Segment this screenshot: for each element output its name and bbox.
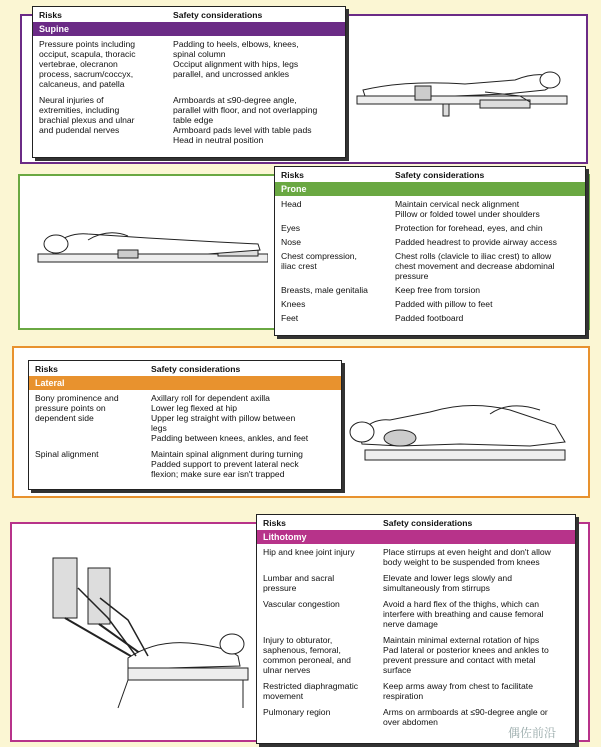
risk-text: Head	[281, 199, 302, 209]
lithotomy-row	[257, 680, 575, 702]
supine-title: Supine	[33, 22, 345, 36]
safety-cell	[395, 199, 579, 219]
safety-text: Avoid a hard flex of the thighs, which can	[383, 599, 540, 609]
risk-text: common peroneal, and	[263, 655, 351, 665]
safety-cell	[383, 599, 569, 629]
safety-text: surface	[383, 665, 412, 675]
risk-text: Chest compression,	[281, 251, 357, 261]
safety-text: Lower leg flexed at hip	[151, 403, 237, 413]
lithotomy-row	[257, 634, 575, 676]
risk-text: Hip and knee joint injury	[263, 547, 355, 557]
prone-title: Prone	[275, 182, 585, 196]
safety-text: Keep free from torsion	[395, 285, 481, 295]
risk-cell	[35, 449, 151, 479]
risk-text: vertebrae, olecranon	[39, 59, 118, 69]
risk-cell	[281, 223, 395, 233]
safety-text: flexion; make sure ear isn't trapped	[151, 469, 285, 479]
safety-text: Protection for forehead, eyes, and chin	[395, 223, 543, 233]
safety-cell	[395, 299, 579, 309]
safety-cell	[383, 681, 569, 701]
safety-text: table edge	[173, 115, 214, 125]
safety-text: Padding between knees, ankles, and feet	[151, 433, 309, 443]
safety-text: Axillary roll for dependent axilla	[151, 393, 270, 403]
safety-header: Safety considerations	[383, 518, 473, 528]
risk-cell	[35, 393, 151, 443]
supine-row	[33, 94, 345, 146]
safety-text: Maintain minimal external rotation of hips	[383, 635, 540, 645]
risk-cell	[263, 599, 383, 629]
risk-text: Knees	[281, 299, 306, 309]
safety-cell	[151, 449, 335, 479]
risk-text: iliac crest	[281, 261, 317, 271]
safety-cell	[173, 39, 339, 89]
safety-text: over abdomen	[383, 717, 438, 727]
safety-text: Arms on armboards at ≤90-degree angle or	[383, 707, 548, 717]
risk-text: pressure	[263, 583, 297, 593]
safety-text: Padded with pillow to feet	[395, 299, 493, 309]
watermark: 偶佐前沿	[508, 726, 557, 740]
risk-cell	[263, 707, 383, 727]
risk-text: ulnar nerves	[263, 665, 311, 675]
safety-text: body weight to be suspended from knees	[383, 557, 540, 567]
safety-text: Place stirrups at even height and don't allow	[383, 547, 551, 557]
safety-text: prevent pressure and contact with metal	[383, 655, 536, 665]
risk-cell	[281, 313, 395, 323]
image-credit	[6, 269, 12, 270]
lithotomy-row	[257, 598, 575, 630]
safety-text: Maintain cervical neck alignment	[395, 199, 520, 209]
safety-cell	[395, 223, 579, 233]
risks-header: Risks	[35, 364, 58, 374]
lithotomy-table-header	[257, 515, 575, 530]
prone-row	[275, 312, 585, 324]
supine-rows	[33, 38, 345, 146]
prone-row	[275, 250, 585, 282]
risk-text: calcaneus, and patella	[39, 79, 125, 89]
safety-text: Armboards at ≤90-degree angle,	[173, 95, 297, 105]
lateral-row	[29, 448, 341, 480]
risk-text: Bony prominence and	[35, 393, 119, 403]
safety-cell	[383, 573, 569, 593]
risk-cell	[39, 39, 173, 89]
prone-row	[275, 236, 585, 248]
safety-text: Elevate and lower legs slowly and	[383, 573, 512, 583]
risk-text: Nose	[281, 237, 302, 247]
lithotomy-table	[256, 514, 576, 744]
safety-text: Padded support to prevent lateral neck	[151, 459, 299, 469]
safety-text: Chest rolls (clavicle to iliac crest) to allow	[395, 251, 552, 261]
risk-text: movement	[263, 691, 304, 701]
lithotomy-rows	[257, 546, 575, 728]
safety-text: parallel, and uncrossed ankles	[173, 69, 290, 79]
risk-text: Feet	[281, 313, 299, 323]
prone-rows	[275, 198, 585, 324]
risk-text: Vascular congestion	[263, 599, 340, 609]
risk-text: pressure points on	[35, 403, 106, 413]
safety-text: spinal column	[173, 49, 226, 59]
lithotomy-figure	[18, 548, 258, 718]
safety-text: Keep arms away from chest to facilitate	[383, 681, 533, 691]
safety-text: pressure	[395, 271, 429, 281]
risks-header: Risks	[281, 170, 304, 180]
risks-header: Risks	[263, 518, 286, 528]
prone-table-header	[275, 167, 585, 182]
risk-text: Pressure points including	[39, 39, 136, 49]
lithotomy-title: Lithotomy	[257, 530, 575, 544]
prone-row	[275, 198, 585, 220]
safety-text: interfere with breathing and cause femoral	[383, 609, 544, 619]
safety-text: Pad lateral or posterior knees and ankles to	[383, 645, 549, 655]
safety-text: Occiput alignment with hips, legs	[173, 59, 299, 69]
risk-text: Pulmonary region	[263, 707, 331, 717]
safety-cell	[395, 251, 579, 281]
safety-cell	[383, 547, 569, 567]
risk-cell	[281, 299, 395, 309]
risk-text: Injury to obturator,	[263, 635, 333, 645]
safety-text: simultaneously from stirrups	[383, 583, 490, 593]
safety-text: Padded footboard	[395, 313, 464, 323]
lithotomy-row	[257, 546, 575, 568]
prone-row	[275, 222, 585, 234]
safety-text: chest movement and decrease abdominal	[395, 261, 555, 271]
prone-row	[275, 284, 585, 296]
safety-text: Padded headrest to provide airway access	[395, 237, 557, 247]
risk-text: Breasts, male genitalia	[281, 285, 368, 295]
risk-text: Eyes	[281, 223, 301, 233]
safety-cell	[395, 313, 579, 323]
lithotomy-row	[257, 572, 575, 594]
risk-cell	[263, 573, 383, 593]
safety-cell	[383, 635, 569, 675]
risk-cell	[263, 547, 383, 567]
safety-text: parallel with floor, and not overlapping	[173, 105, 318, 115]
supine-figure	[345, 50, 585, 130]
risk-text: Restricted diaphragmatic	[263, 681, 359, 691]
safety-text: legs	[151, 423, 167, 433]
lateral-table	[28, 360, 342, 490]
safety-text: Pillow or folded towel under shoulders	[395, 209, 540, 219]
safety-cell	[395, 237, 579, 247]
risk-cell	[39, 95, 173, 145]
lateral-rows	[29, 392, 341, 480]
prone-table	[274, 166, 586, 336]
prone-row	[275, 298, 585, 310]
risk-text: extremities, including	[39, 105, 120, 115]
safety-header: Safety considerations	[173, 10, 263, 20]
risk-cell	[281, 237, 395, 247]
risk-text: brachial plexus and ulnar	[39, 115, 135, 125]
lateral-table-header	[29, 361, 341, 376]
supine-table-header	[33, 7, 345, 22]
safety-text: Padding to heels, elbows, knees,	[173, 39, 299, 49]
risk-cell	[281, 199, 395, 219]
supine-table	[32, 6, 346, 158]
risk-text: occiput, scapula, thoracic	[39, 49, 136, 59]
risk-text: Neural injuries of	[39, 95, 104, 105]
safety-text: respiration	[383, 691, 424, 701]
risks-header: Risks	[39, 10, 62, 20]
safety-text: Armboard pads level with table pads	[173, 125, 312, 135]
safety-cell	[395, 285, 579, 295]
safety-text: Head in neutral position	[173, 135, 264, 145]
supine-row	[33, 38, 345, 90]
risk-text: saphenous, femoral,	[263, 645, 341, 655]
risk-text: Lumbar and sacral	[263, 573, 335, 583]
safety-text: Upper leg straight with pillow between	[151, 413, 296, 423]
risk-cell	[263, 681, 383, 701]
safety-text: nerve damage	[383, 619, 438, 629]
risk-text: process, sacrum/coccyx,	[39, 69, 134, 79]
safety-header: Safety considerations	[151, 364, 241, 374]
lateral-row	[29, 392, 341, 444]
safety-header: Safety considerations	[395, 170, 485, 180]
risk-text: dependent side	[35, 413, 94, 423]
lateral-title: Lateral	[29, 376, 341, 390]
prone-figure	[28, 210, 268, 290]
risk-text: and pudendal nerves	[39, 125, 120, 135]
safety-cell	[151, 393, 335, 443]
risk-cell	[281, 285, 395, 295]
safety-cell	[173, 95, 339, 145]
risk-cell	[281, 251, 395, 281]
safety-text: Maintain spinal alignment during turning	[151, 449, 303, 459]
risk-cell	[263, 635, 383, 675]
risk-text: Spinal alignment	[35, 449, 99, 459]
lateral-figure	[340, 380, 580, 480]
